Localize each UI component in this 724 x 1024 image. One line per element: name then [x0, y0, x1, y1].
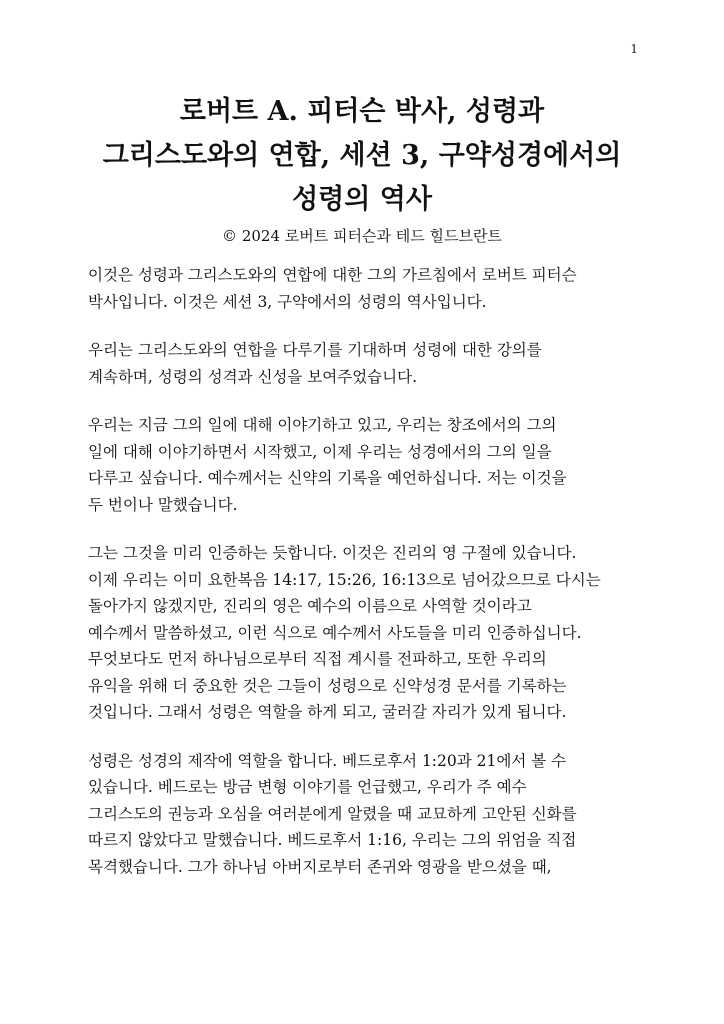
- text-line: 따르지 않았다고 말했습니다. 베드로후서 1:16, 우리는 그의 위엄을 직접: [88, 831, 577, 849]
- copyright-notice: © 2024 로버트 피터슨과 테드 힐드브란트: [222, 227, 502, 245]
- text-line: 있습니다. 베드로는 방금 변형 이야기를 언급했고, 우리가 주 예수: [88, 778, 527, 796]
- text-line: 그리스도의 권능과 오심을 여러분에게 알렸을 때 교묘하게 고안된 신화를: [88, 804, 577, 823]
- text-line: 것입니다. 그래서 성령은 역할을 하게 되고, 굴러갈 자리가 있게 됩니다.: [88, 703, 567, 721]
- text-line: 우리는 지금 그의 일에 대해 이야기하고 있고, 우리는 창조에서의 그의: [88, 416, 557, 434]
- text-line: 다루고 싶습니다. 예수께서는 신약의 기록을 예언하십니다. 저는 이것을: [88, 469, 567, 487]
- document-title: [60, 90, 664, 222]
- title-line: 그리스도와의 연합, 세션 3, 구약성경에서의: [102, 140, 622, 171]
- paragraph: [88, 262, 648, 315]
- text-line: 두 번이나 말했습니다.: [88, 495, 238, 514]
- page-number: 1: [630, 42, 638, 56]
- paragraph: [88, 337, 648, 390]
- text-line: 박사입니다. 이것은 세션 3, 구약에서의 성령의 역사입니다.: [88, 292, 487, 311]
- text-line: 목격했습니다. 그가 하나님 아버지로부터 존귀와 영광을 받으셨을 때,: [88, 857, 552, 876]
- document-body: [88, 262, 648, 902]
- text-line: 돌아가지 않겠지만, 진리의 영은 예수의 이름으로 사역할 것이라고: [88, 597, 532, 615]
- paragraph: [88, 748, 648, 881]
- text-line: 유익을 위해 더 중요한 것은 그들이 성령으로 신약성경 문서를 기록하는: [88, 676, 567, 695]
- paragraph: [88, 412, 648, 518]
- text-line: 무엇보다도 먼저 하나님으로부터 직접 계시를 전파하고, 또한 우리의: [88, 650, 547, 668]
- text-line: 예수께서 말씀하셨고, 이런 식으로 예수께서 사도들을 미리 인증하십니다.: [88, 623, 582, 642]
- title-line: 로버트 A. 피터슨 박사, 성령과: [179, 96, 545, 127]
- text-line: 이것은 성령과 그리스도와의 연합에 대한 그의 가르침에서 로버트 피터슨: [88, 266, 577, 284]
- text-line: 일에 대해 이야기하면서 시작했고, 이제 우리는 성경에서의 그의 일을: [88, 442, 552, 461]
- text-line: 우리는 그리스도와의 연합을 다루기를 기대하며 성령에 대한 강의를: [88, 341, 542, 359]
- text-line: 그는 그것을 미리 인증하는 듯합니다. 이것은 진리의 영 구절에 있습니다.: [88, 544, 577, 562]
- paragraph: [88, 540, 648, 726]
- text-line: 이제 우리는 이미 요한복음 14:17, 15:26, 16:13으로 넘어갔으므로 다시는: [88, 570, 601, 589]
- title-line: 성령의 역사: [292, 184, 432, 215]
- text-line: 계속하며, 성령의 성격과 신성을 보여주었습니다.: [88, 367, 418, 386]
- text-line: 성령은 성경의 제작에 역할을 합니다. 베드로후서 1:20과 21에서 볼 수: [88, 751, 567, 770]
